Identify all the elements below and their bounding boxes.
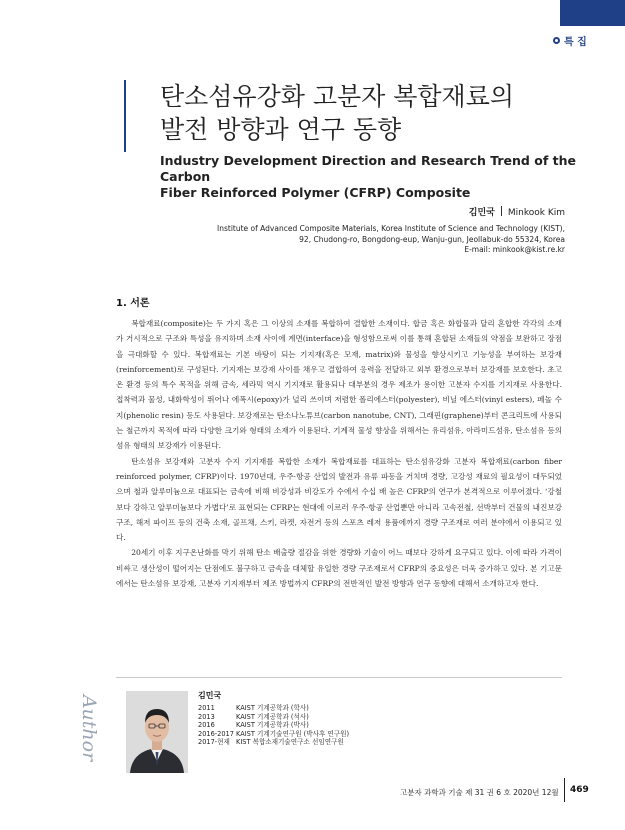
paragraph-2: 탄소섬유 보강재와 고분자 수지 기지재를 복합한 소재가 복합재료를 대표하는 탄소섬유강화 고분자 복합재료(carbon fiber reinforced polymer, CFRP)이다. 1970년대, 우주·항공 산업의 발전과 유류 파동을 거치며 경량, 고강성 재료의 필요성이 대두되었으며 철과 알루미늄으로 대표되는 금속에 비해 비강성과 비강도가 수에서 수십 배 높은 CFRP의 연구가 본격적으로 이루어졌다. ‘강철보다 강하고 알루미늄보다 가볍다’로 표현되는 CFRP는 현대에 이르러 우주·항공 산업뿐만 아니라 고속전철, 선박부터 건물의 내진보강구조, 해저 파이프 등의 건축 소재, 골프채, 스키, 라켓, 자전거 등의 스포츠 레저 용품에까지 경량 구조재로 여러 분야에서 이용되고 있다. <box>116 456 562 543</box>
english-title-line-1: Industry Development Direction and Research Trend of the Carbon <box>160 153 576 184</box>
korean-title-line-1: 탄소섬유강화 고분자 복합재료의 <box>160 82 514 111</box>
bio-description: KIST 복합소재기술연구소 선임연구원 <box>236 738 344 747</box>
bio-year: 2011 <box>198 704 215 712</box>
korean-title-line-2: 발전 방향과 연구 동향 <box>160 115 402 144</box>
section-tag-label: 특 집 <box>564 37 587 48</box>
bio-entry <box>198 704 349 713</box>
author-box-divider <box>116 677 562 678</box>
english-title <box>160 153 580 201</box>
bio-author-name: 김민국 <box>198 691 222 700</box>
footer-journal-info: 고분자 과학과 기술 제 31 권 6 호 2020년 12월 <box>400 788 559 797</box>
bio-description: KAIST 기계공학과 (학사) <box>236 704 309 712</box>
author-photo <box>126 691 188 773</box>
body-text <box>116 316 562 591</box>
paragraph-3: 20세기 이후 지구온난화를 막기 위해 탄소 배출량 절감을 위한 경량화 기술이 어느 때보다 강하게 요구되고 있다. 이에 따라 가격이 비싸고 생산성이 떨어지는 단점에도 불구하고 금속을 대체할 유일한 경량 구조재로서 CFRP의 중요성은 더욱 증가하고 있다. 본 기고문에서는 탄소섬유 보강재, 고분자 기지재부터 제조 방법까지 CFRP의 전반적인 발전 방향과 연구 동향에 대해서 소개하고자 한다. <box>116 548 562 589</box>
author-affiliation <box>165 224 565 256</box>
corner-accent-block <box>560 0 625 26</box>
footer-separator <box>564 778 565 802</box>
bio-description: KAIST 기계공학과 (박사) <box>236 721 309 730</box>
paragraph-1: 복합재료(composite)는 두 가지 혹은 그 이상의 소재를 복합하여 결합한 소재이다. 합금 혹은 화합물과 달리 혼합한 각각의 소재가 거시적으로 구조와 특성을 유지하며 소재 사이에 계면(interface)을 형성함으로써 이를 통해 혼합된 소재들의 약점을 보완하고 장점을 극대화할 수 있다. 복합재료는 기본 바탕이 되는 기지재(혹은 모재, matrix)와 물성을 향상시키고 기능성을 부여하는 보강재(reinforcement)로 구성된다. 기지재는 보강재 사이를 채우고 결합하여 응력을 전달하고 외부 환경으로부터 보강재를 보호한다. 초고온 환경 등의 특수 목적을 위해 금속, 세라믹 역시 기지재로 활용되나 대부분의 경우 제조가 용이한 고분자 수지를 기지재로 사용한다. 접착력과 물성, 내화학성이 뛰어나 에폭시(epoxy)가 널리 쓰이며 저렴한 폴리에스터(polyester), 비닐 에스터(vinyl esters), 페놀 수지(phenolic resin) 등도 사용된다. 보강재로는 탄소나노튜브(carbon nanotube, CNT), 그래핀(graphene)부터 콘크리트에 사용되는 철근까지 목적에 따라 다양한 크기와 형태의 소재가 이용된다. 기계적 물성 향상을 위해서는 유리섬유, 아라미드섬유, 탄소섬유 등의 섬유 형태의 보강재가 이용된다. <box>116 319 562 451</box>
author-portrait-image <box>126 691 188 773</box>
bio-year: 2016-2017 <box>198 729 234 738</box>
bio-year: 2017-현재 <box>198 738 230 747</box>
section-heading: 1. 서론 <box>116 298 150 309</box>
bio-description: KAIST 기계공학과 (석사) <box>236 712 309 721</box>
bio-description: KAIST 기계기술연구원 (박사후 연구원) <box>236 729 350 738</box>
author-bio-list <box>198 704 349 747</box>
author-box-label <box>74 692 104 764</box>
affiliation-line-1: Institute of Advanced Composite Materials, Korea Institute of Science and Technology (KIST), <box>217 224 565 233</box>
author-name-korean: 김민국 <box>468 208 495 218</box>
bio-entry <box>198 713 349 722</box>
page-number: 469 <box>570 785 589 795</box>
affiliation-email: E-mail: minkook@kist.re.kr <box>464 245 565 254</box>
author-name-english: Minkook Kim <box>507 208 565 218</box>
bio-entry <box>198 721 349 730</box>
section-tag <box>553 33 587 48</box>
author-label-text: Author <box>78 694 101 762</box>
circle-bullet-icon <box>553 37 560 44</box>
title-accent-bar <box>124 80 126 152</box>
korean-title <box>160 80 580 146</box>
bio-year: 2013 <box>198 712 215 721</box>
author-byline <box>469 205 565 218</box>
affiliation-line-2: 92, Chudong-ro, Bongdong-eup, Wanju-gun, Jeollabuk-do 55324, Korea <box>299 234 565 244</box>
bio-entry <box>198 738 349 747</box>
byline-separator <box>501 206 502 216</box>
english-title-line-2: Fiber Reinforced Polymer (CFRP) Composite <box>160 185 471 200</box>
bio-year: 2016 <box>198 721 215 730</box>
